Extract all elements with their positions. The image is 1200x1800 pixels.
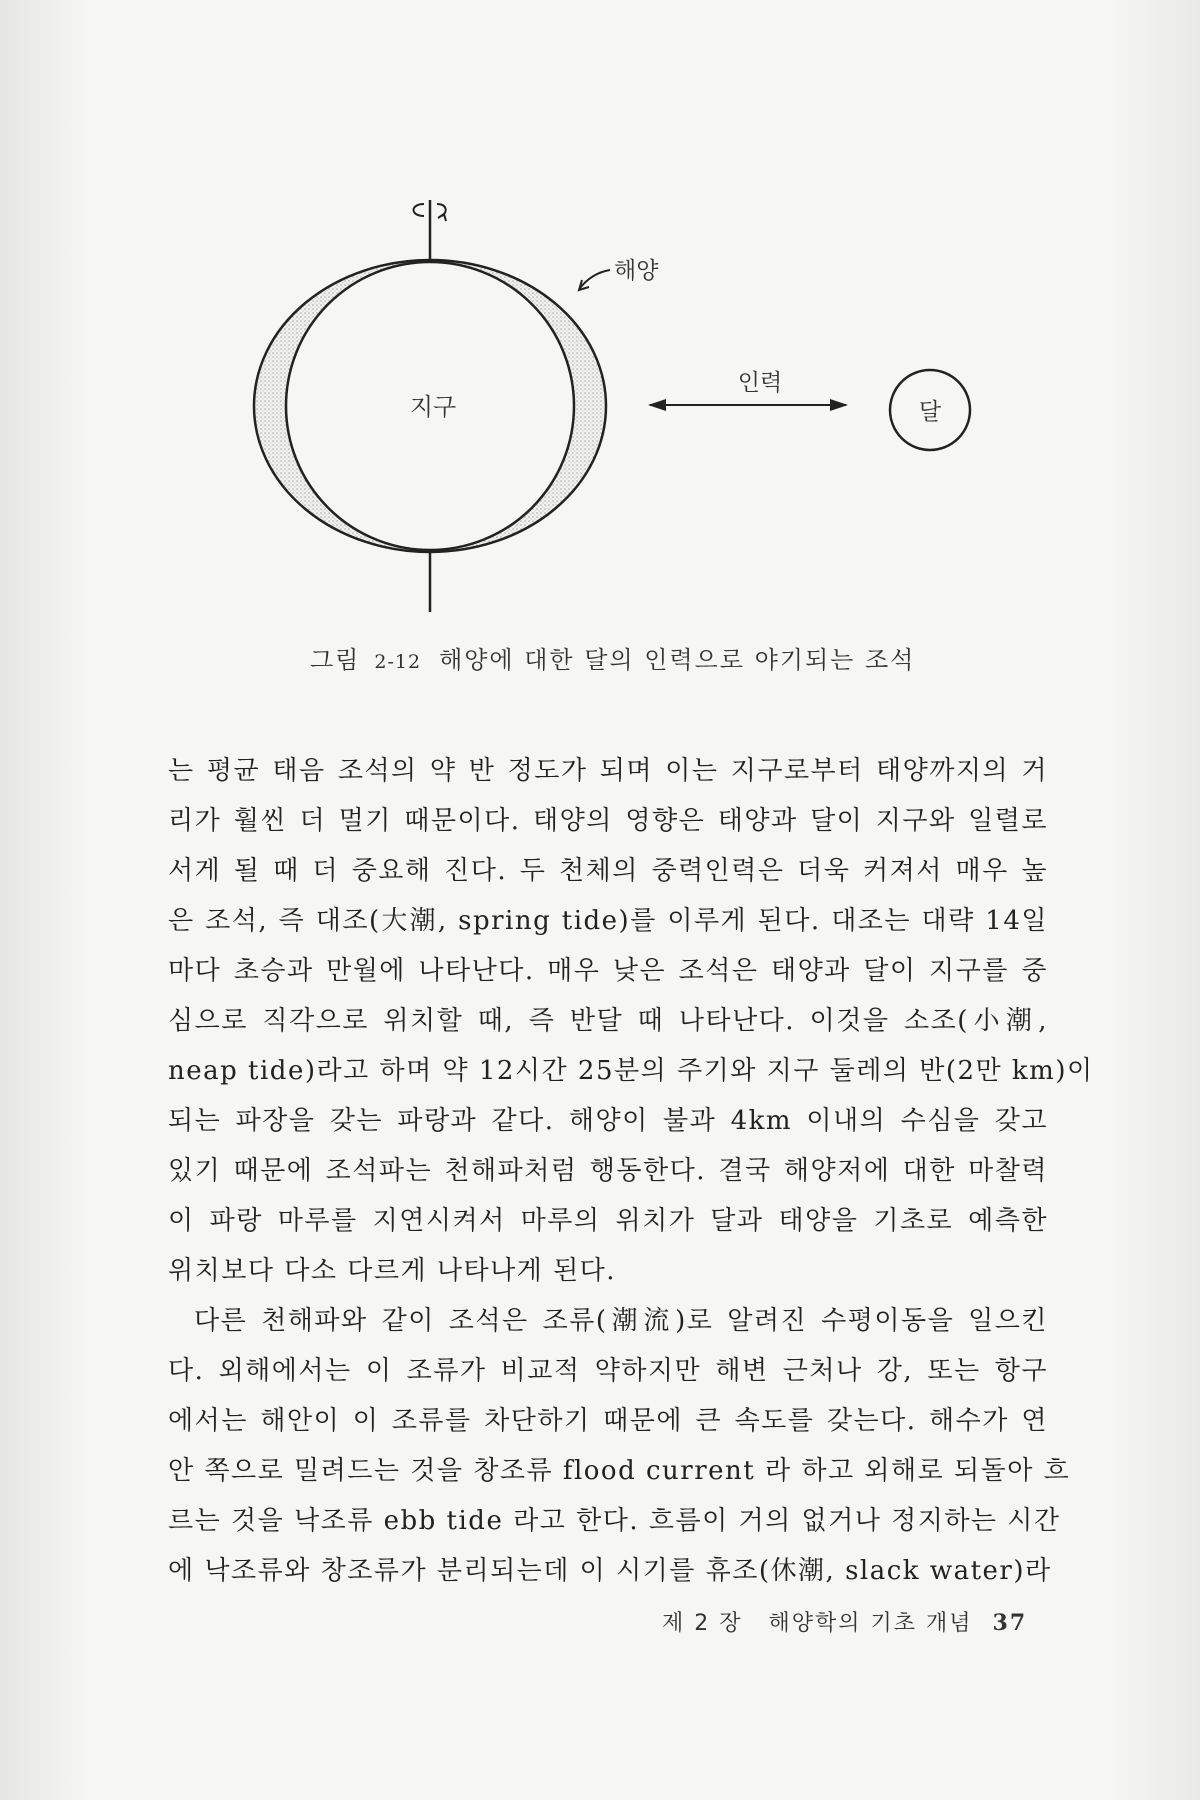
tide-figure	[0, 0, 1200, 640]
paragraph-start-line: 다른 천해파와 같이 조석은 조류(潮流)로 알려진 수평이동을 일으킨	[194, 1306, 1048, 1336]
text-line: 서게 될 때 더 중요해 진다. 두 천체의 중력인력은 더욱 커져서 매우 높	[168, 856, 1048, 886]
text-line: 르는 것을 낙조류 ebb tide 라고 한다. 흐름이 거의 없거나 정지하는 시간	[168, 1506, 1061, 1536]
text-line: neap tide)라고 하며 약 12시간 25분의 주기와 지구 둘레의 반(2만 km)이	[168, 1056, 1094, 1086]
footer-chapter: 제 2 장	[662, 1611, 743, 1636]
double-arrow-icon	[648, 399, 848, 411]
text-line: 은 조석, 즉 대조(大潮, spring tide)를 이루게 된다. 대조는 대략 14일	[168, 906, 1048, 936]
text-line: 는 평균 태음 조석의 약 반 정도가 되며 이는 지구로부터 태양까지의 거	[168, 756, 1048, 786]
caption-label: 그림	[310, 646, 361, 674]
text-line: 에 낙조류와 창조류가 분리되는데 이 시기를 휴조(休潮, slack water)라	[168, 1556, 1052, 1586]
caption-text: 해양에 대한 달의 인력으로 야기되는 조석	[439, 646, 916, 674]
text-line: 되는 파장을 갖는 파랑과 같다. 해양이 불과 4km 이내의 수심을 갖고	[168, 1106, 1048, 1136]
ocean-pointer	[580, 270, 610, 288]
text-line: 리가 훨씬 더 멀기 때문이다. 태양의 영향은 태양과 달이 지구와 일렬로	[168, 806, 1048, 836]
moon-label: 달	[918, 399, 942, 425]
text-line: 심으로 직각으로 위치할 때, 즉 반달 때 나타난다. 이것을 소조(小潮,	[168, 1006, 1048, 1036]
text-line: 이 파랑 마루를 지연시켜서 마루의 위치가 달과 태양을 기초로 예측한	[168, 1206, 1048, 1236]
text-line: 다. 외해에서는 이 조류가 비교적 약하지만 해변 근처나 강, 또는 항구	[168, 1356, 1048, 1386]
text-line: 안 쪽으로 밀려드는 것을 창조류 flood current 라 하고 외해로 되돌아 흐	[168, 1456, 1071, 1486]
page-number: 37	[992, 1610, 1028, 1636]
text-line: 위치보다 다소 다르게 나타나게 된다.	[168, 1256, 617, 1286]
text-line: 에서는 해안이 이 조류를 차단하기 때문에 큰 속도를 갖는다. 해수가 연	[168, 1406, 1048, 1436]
force-label: 인력	[737, 370, 783, 396]
earth-label: 지구	[409, 393, 457, 421]
footer-title: 해양학의 기초 개념	[768, 1611, 973, 1636]
figure-caption	[310, 640, 930, 675]
page-footer	[662, 1606, 1027, 1637]
body-text	[168, 746, 1094, 1596]
caption-number: 2-12	[374, 651, 422, 673]
text-line: 마다 초승과 만월에 나타난다. 매우 낮은 조석은 태양과 달이 지구를 중	[168, 956, 1048, 986]
ocean-label: 해양	[614, 258, 659, 284]
text-line: 있기 때문에 조석파는 천해파처럼 행동한다. 결국 해양저에 대한 마찰력	[168, 1156, 1048, 1186]
